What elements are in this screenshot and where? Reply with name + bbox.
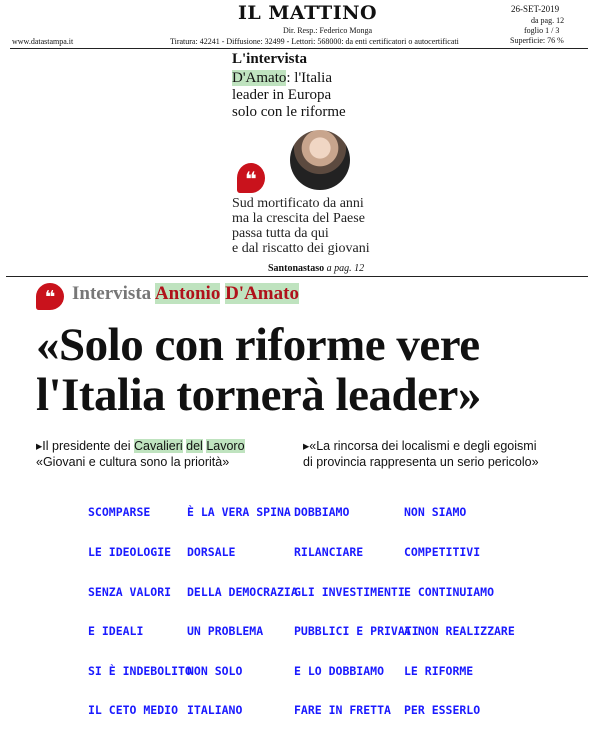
box-section-title: L'intervista [232,51,307,67]
pullquote-line: LE RIFORME [404,663,474,678]
pullquote-line: È LA VERA SPINA [187,505,291,520]
pullquote-line: FARE IN FRETTA [294,703,391,718]
article-kicker [72,283,299,305]
date: 26-SET-2019 [511,4,560,14]
pullquote-line: IL CETO MEDIO [88,703,179,718]
headline-line1: «Solo con riforme vere [36,319,480,371]
teaser-name: D'Amato [232,70,287,86]
director: Dir. Resp.: Federico Monga [283,26,373,35]
surface: Superficie: 76 % [510,36,564,45]
teaser-line2: leader in Europa [232,87,332,103]
portrait-photo [290,130,350,190]
pullquote-col-1 [88,480,192,731]
website: www.datastampa.it [12,37,74,46]
kicker-first-name: Antonio [154,283,221,304]
pullquote-line: DOBBIAMO [294,505,350,520]
deck-left-prefix: ▸Il presidente dei [36,439,131,453]
pullquote-line: PER ESSERLO [404,703,481,718]
pullquote-line: DELLA DEMOCRAZIA [187,584,298,599]
box-subtext-line: passa tutta da qui [232,226,329,241]
pullquote-line: DORSALE [187,545,236,560]
deck-right-line1: ▸«La rincorsa dei localismi e degli egoismi [303,439,537,453]
pullquote-line: E LO DOBBIAMO [294,663,385,678]
headline-line2: l'Italia tornerà leader» [36,369,481,421]
interview-icon: ❝ [36,283,64,310]
pullquote-line: SENZA VALORI [88,584,172,599]
kicker-label: Intervista [72,283,152,304]
box-divider [6,276,588,277]
box-subtext [232,196,370,256]
teaser-headline [232,70,346,121]
deck-right-line2: di provincia rappresenta un serio pericolo» [303,455,539,469]
box-subtext-line: e dal riscatto dei giovani [232,241,370,256]
article-headline [36,320,481,420]
sheet-ref: foglio 1 / 3 [524,26,560,35]
deck-left [36,438,245,470]
pullquote-line: E CONTINUIAMO [404,584,495,599]
deck-left-highlight: del [186,439,203,453]
teaser-line3: solo con le riforme [232,104,346,120]
pullquote-line: PUBBLICI E PRIVATI [294,624,419,639]
credit-page-ref: a pag. 12 [326,263,365,274]
pullquote-line: ITALIANO [187,703,243,718]
circulation-stats: Tiratura: 42241 - Diffusione: 32499 - Lettori: 568000: da enti certificatori o autocertificati [170,37,459,46]
deck-left-highlight: Lavoro [206,439,245,453]
header-rule [10,48,588,49]
pullquote-line: GLI INVESTIMENTI [294,584,405,599]
pullquote-line: SCOMPARSE [88,505,151,520]
pullquote-line: LE IDEOLOGIE [88,545,172,560]
quote-icon: ❝ [237,163,265,193]
kicker-last-name: D'Amato [225,283,299,304]
box-credit [268,263,364,274]
teaser-line1-rest: : l'Italia [286,70,332,86]
deck-right [303,438,539,470]
deck-left-line2: «Giovani e cultura sono la priorità» [36,455,230,469]
masthead-logo: IL MATTINO [238,2,378,24]
pullquote-line: E IDEALI [88,624,144,639]
box-subtext-line: Sud mortificato da anni [232,196,364,211]
deck-left-highlight: Cavalieri [134,439,183,453]
pullquote-line: SI È INDEBOLITO [88,663,192,678]
pullquote-col-4 [404,480,515,731]
pullquote-line: A NON REALIZZARE [404,624,515,639]
pullquote-col-2 [187,480,298,731]
pullquote-col-3 [294,480,419,731]
credit-name: Santonastaso [268,263,325,274]
pullquote-line: NON SIAMO [404,505,467,520]
pullquote-line: UN PROBLEMA [187,624,264,639]
pullquote-line: COMPETITIVI [404,545,481,560]
pullquote-line: NON SOLO [187,663,243,678]
box-subtext-line: ma la crescita del Paese [232,211,365,226]
page-ref: da pag. 12 [531,16,565,25]
pullquote-line: RILANCIARE [294,545,364,560]
